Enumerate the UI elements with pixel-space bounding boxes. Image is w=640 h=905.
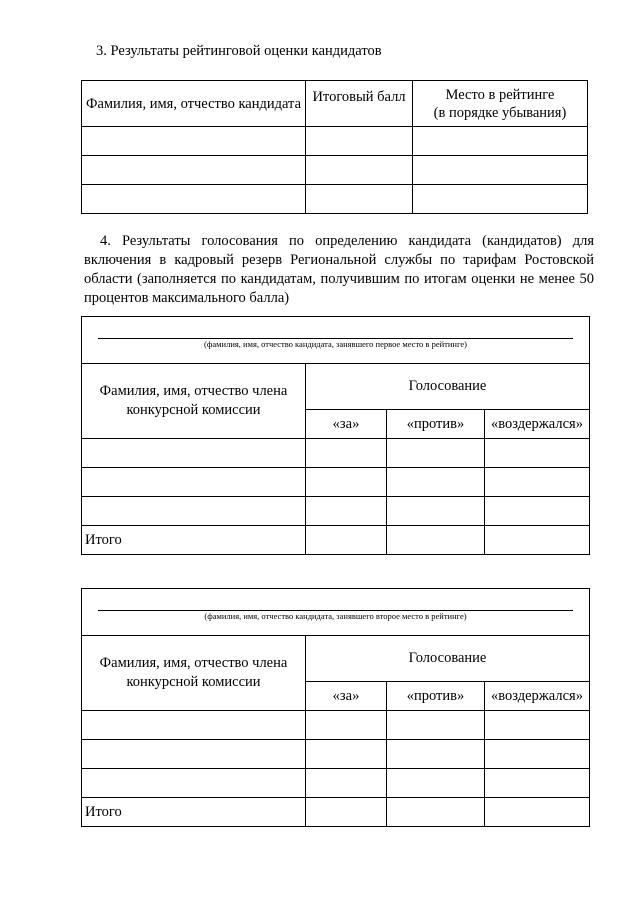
candidate-name-cell[interactable]: [82, 317, 590, 364]
vote-table-second-place: [81, 588, 590, 827]
member-name-header: Фамилия, имя, отчество члена конкурсной комиссии: [82, 364, 306, 439]
total-label: Итого: [82, 526, 306, 555]
candidate-name-cell[interactable]: [82, 589, 590, 636]
vote-against-header: «против»: [387, 410, 485, 439]
table-row: [82, 711, 590, 740]
header-rating-place-line2: (в порядке убывания): [433, 104, 567, 121]
header-total-score: Итоговый балл: [306, 81, 413, 127]
section4-paragraph: 4. Результаты голосования по определению кандидата (кандидатов) для включения в кадровый резерв Региональной службы по тарифам Ростовской области (заполняется по кандидатам, получившим по итогам оценки не менее 50 процентов максимального балла): [84, 233, 594, 306]
total-label: Итого: [82, 798, 306, 827]
section3-heading: 3. Результаты рейтинговой оценки кандидатов: [96, 43, 382, 59]
voting-header: Голосование: [306, 364, 590, 410]
table-row: [82, 127, 588, 156]
table-row: [82, 497, 590, 526]
vote-against-header: «против»: [387, 682, 485, 711]
vote-table-first-place: [81, 316, 590, 555]
voting-header: Голосование: [306, 636, 590, 682]
table-row: [82, 439, 590, 468]
table-row: [82, 156, 588, 185]
header-rating-place-line1: Место в рейтинге: [445, 86, 555, 103]
member-name-header: Фамилия, имя, отчество члена конкурсной комиссии: [82, 636, 306, 711]
rating-table: [81, 80, 588, 214]
header-rating-place: [413, 81, 588, 127]
table-row: [82, 740, 590, 769]
vote-abstained-header: «воздержался»: [485, 410, 590, 439]
vote-for-header: «за»: [306, 682, 387, 711]
candidate-caption: (фамилия, имя, отчество кандидата, занявшего второе место в рейтинге): [204, 611, 467, 621]
table-row: [82, 185, 588, 214]
header-candidate-name: Фамилия, имя, отчество кандидата: [82, 81, 306, 127]
table-row: [82, 468, 590, 497]
vote-for-header: «за»: [306, 410, 387, 439]
vote-abstained-header: «воздержался»: [485, 682, 590, 711]
candidate-caption: (фамилия, имя, отчество кандидата, занявшего первое место в рейтинге): [204, 339, 467, 349]
table-row: [82, 769, 590, 798]
